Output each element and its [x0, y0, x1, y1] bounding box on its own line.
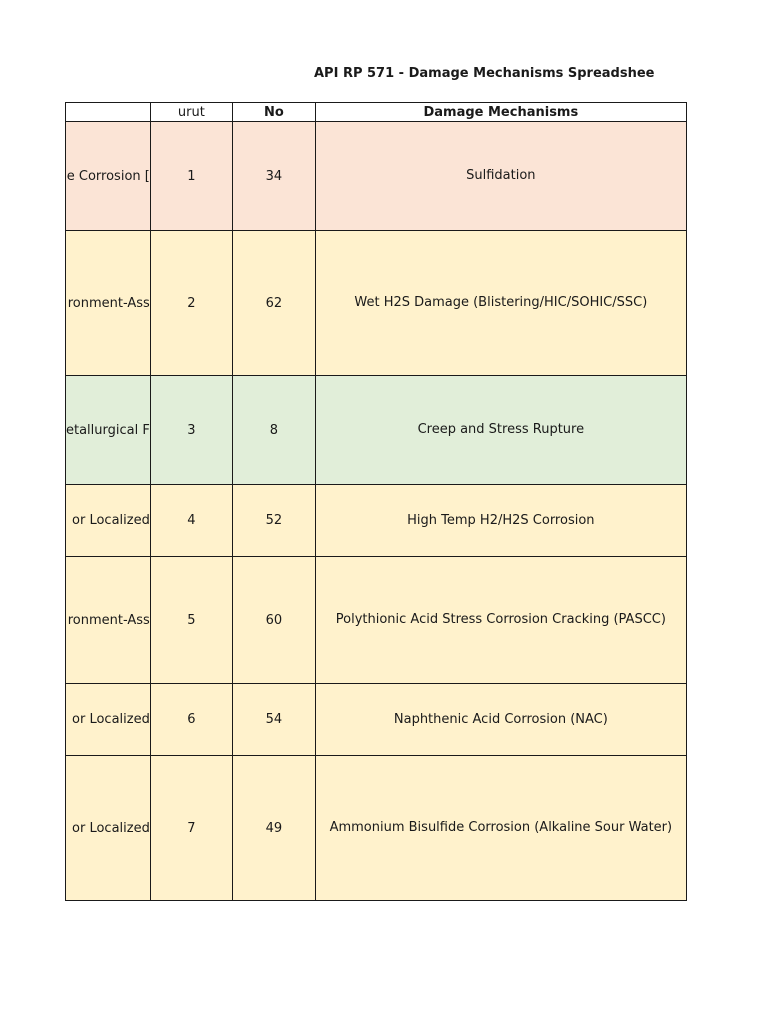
number-cell: 54: [232, 684, 315, 756]
sequence-cell: 4: [150, 485, 232, 557]
number-cell: 60: [232, 557, 315, 684]
mechanism-cell: Ammonium Bisulfide Corrosion (Alkaline Sour Water): [315, 756, 686, 901]
mechanism-cell: Naphthenic Acid Corrosion (NAC): [315, 684, 686, 756]
table-header-row: [66, 103, 687, 122]
category-text: ronment-Ass: [67, 295, 150, 311]
table-row: [66, 557, 687, 684]
number-cell: 8: [232, 376, 315, 485]
mechanism-cell: High Temp H2/H2S Corrosion: [315, 485, 686, 557]
category-cell: [66, 684, 151, 756]
table-row: [66, 376, 687, 485]
category-text: or Localized: [72, 513, 150, 528]
category-text: or Localized: [72, 820, 150, 836]
category-cell: [66, 557, 151, 684]
damage-mechanisms-table: [65, 102, 687, 901]
sequence-cell: 2: [150, 231, 232, 376]
sequence-cell: 3: [150, 376, 232, 485]
number-cell: 52: [232, 485, 315, 557]
category-cell: [66, 756, 151, 901]
sequence-cell: 7: [150, 756, 232, 901]
category-text: e Corrosion [: [66, 168, 150, 184]
sequence-cell: 6: [150, 684, 232, 756]
mechanism-cell: Polythionic Acid Stress Corrosion Cracking (PASCC): [315, 557, 686, 684]
number-cell: 62: [232, 231, 315, 376]
table-row: [66, 684, 687, 756]
table-row: [66, 122, 687, 231]
table-row: [66, 485, 687, 557]
header-number: No: [232, 103, 315, 122]
sequence-cell: 5: [150, 557, 232, 684]
mechanism-cell: Creep and Stress Rupture: [315, 376, 686, 485]
sequence-cell: 1: [150, 122, 232, 231]
category-cell: [66, 485, 151, 557]
header-mechanism: Damage Mechanisms: [315, 103, 686, 122]
document-title: API RP 571 - Damage Mechanisms Spreadshee: [314, 66, 655, 81]
category-text: or Localized: [72, 712, 150, 727]
number-cell: 49: [232, 756, 315, 901]
mechanism-cell: Wet H2S Damage (Blistering/HIC/SOHIC/SSC): [315, 231, 686, 376]
category-text: etallurgical F: [66, 422, 150, 438]
category-cell: [66, 231, 151, 376]
table-row: [66, 231, 687, 376]
mechanism-cell: Sulfidation: [315, 122, 686, 231]
category-cell: [66, 376, 151, 485]
category-cell: [66, 122, 151, 231]
category-text: ronment-Ass: [67, 612, 150, 628]
header-sequence: urut: [150, 103, 232, 122]
number-cell: 34: [232, 122, 315, 231]
header-category: [66, 103, 151, 122]
table-row: [66, 756, 687, 901]
